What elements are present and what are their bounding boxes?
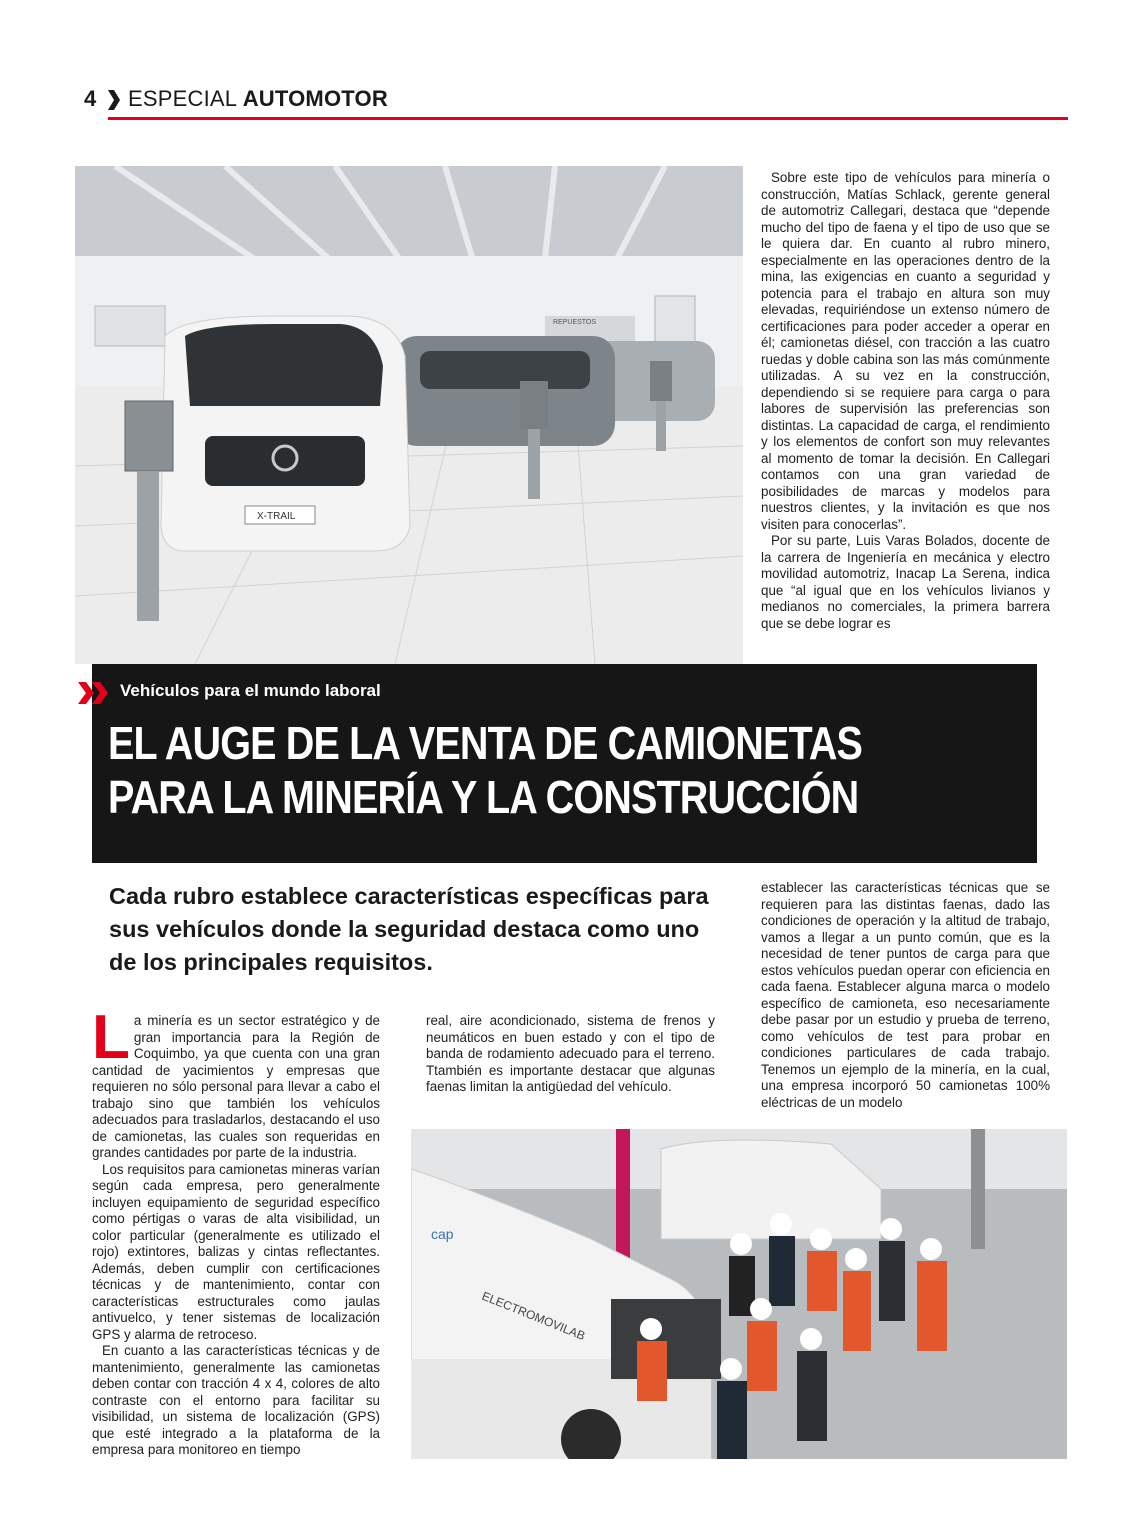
page-number: 4	[84, 86, 97, 111]
deck-subtitle: Cada rubro establece características específicas para sus vehículos donde la seguridad destaca como uno de los principales requisitos.	[109, 883, 709, 975]
section-label-light: ESPECIAL	[128, 86, 243, 111]
paragraph: En cuanto a las características técnicas y de mantenimiento, generalmente las camionetas deben contar con tracción 4 x 4, colores de alto contraste con el entorno para facilitar su visibilidad, un sistema de localización (GPS) que esté integrado a la plataforma de la empresa para monitoreo en tiempo	[92, 1343, 380, 1457]
drop-cap: L	[92, 1003, 130, 1072]
headline	[108, 716, 904, 824]
paragraph: Por su parte, Luis Varas Bolados, docente de la carrera de Ingeniería en mecánica y electro movilidad automotriz, Inacap La Serena, indica que “al igual que en los vehículos livianos y medianos no comerciales, la primera barrera que se debe lograr es	[761, 533, 1050, 631]
van-brand: cap	[431, 1226, 454, 1242]
workshop-photo	[411, 1129, 1067, 1459]
section-label-bold: AUTOMOTOR	[242, 86, 388, 111]
section-label	[128, 86, 388, 112]
chevron-right-icon	[106, 90, 120, 110]
showroom-photo	[75, 166, 743, 664]
workshop-illustration	[411, 1129, 1067, 1459]
header-rule	[108, 117, 1068, 120]
headline-line-2: PARA LA MINERÍA Y LA CONSTRUCCIÓN	[108, 771, 859, 823]
repuestos-sign: REPUESTOS	[553, 319, 597, 326]
page-header	[84, 86, 1068, 120]
kicker: Vehículos para el mundo laboral	[120, 681, 381, 700]
paragraph: real, aire acondicionado, sistema de frenos y neumáticos en buen estado y con el tipo de banda de rodamiento adecuado para el terreno. Ttambién es importante destacar que algunas faenas limitan la antigüedad del vehículo.	[426, 1013, 715, 1094]
lead-text: a minería es un sector estratégico y de gran importancia para la Región de Coquimbo, ya que cuenta con una gran cantidad de yacimientos y empresas que requieren no sólo personal para llevar a cabo el trabajo sino que también los vehículos adecuados para trasladarlos, destacando el uso de camionetas, las cuales son requeridas en grandes cantidades por parte de la industria.	[92, 1013, 380, 1160]
article-column-right-top	[761, 170, 1050, 632]
paragraph: establecer las características técnicas que se requieren para las distintas faenas, dado las condiciones de operación y la altitud de trabajo, vamos a llegar a un punto común, que es la necesidad de tener puntos de carga para que estos vehículos puedan operar con eficiencia en cada faena. Establecer alguna marca o modelo específico de camioneta, eso necesariamente debe pasar por un estudio y prueba de terreno, como vehículos de test para probar en condiciones particulares de cada trabajo. Tenemos un ejemplo de la minería, en la cual, una empresa incorporó 50 camionetas 100% eléctricas de un modelo	[761, 880, 1050, 1110]
headline-block	[92, 664, 1037, 863]
van-label: ELECTROMOVILAB	[479, 1288, 588, 1343]
showroom-illustration	[75, 166, 743, 664]
article-column-left	[92, 1003, 380, 1459]
x-trail-plate: X-TRAIL	[257, 511, 296, 522]
lead-paragraph	[92, 1003, 380, 1162]
paragraph: Sobre este tipo de vehículos para minería o construcción, Matías Schlack, gerente general de automotriz Callegari, destaca que “depende mucho del tipo de faena y el tipo de uso que se le quiera dar. En cuanto al rubro minero, especialmente en las operaciones dentro de la mina, las exigencias en cuanto a seguridad y potencia para el trabajo en altura son muy elevadas, requiriéndose un extenso número de certificaciones para poder acceder a operar en él; camionetas diésel, con tracción a las cuatro ruedas y doble cabina son las más comúnmente utilizadas. A su vez en la construcción, dependiendo si se requiere para carga o para labores de supervisión las preferencias son distintas. La capacidad de carga, el rendimiento y los elementos de confort son muy relevantes al momento de tomar la decisión. En Callegari contamos con una gran variedad de posibilidades de marcas y modelos para nuestros clientes, y la invitación es que nos visiten para conocerlas”.	[761, 170, 1050, 532]
article-column-right-mid	[761, 880, 1050, 1111]
article-column-middle	[426, 1013, 715, 1096]
double-chevron-icon	[78, 682, 112, 704]
headline-line-1: EL AUGE DE LA VENTA DE CAMIONETAS	[108, 717, 863, 769]
paragraph: Los requisitos para camionetas mineras varían según cada empresa, pero generalmente incluyen equipamiento de seguridad específico como pértigas o varas de alta visibilidad, un color particular (generalmente es utilizado el rojo) extintores, balizas y cintas reflectantes. Además, deben cumplir con certificaciones técnicas y de mantenimiento, contar con características estructurales como jaulas antivuelco, y tener sistemas de localización GPS y alarma de retroceso.	[92, 1161, 380, 1342]
